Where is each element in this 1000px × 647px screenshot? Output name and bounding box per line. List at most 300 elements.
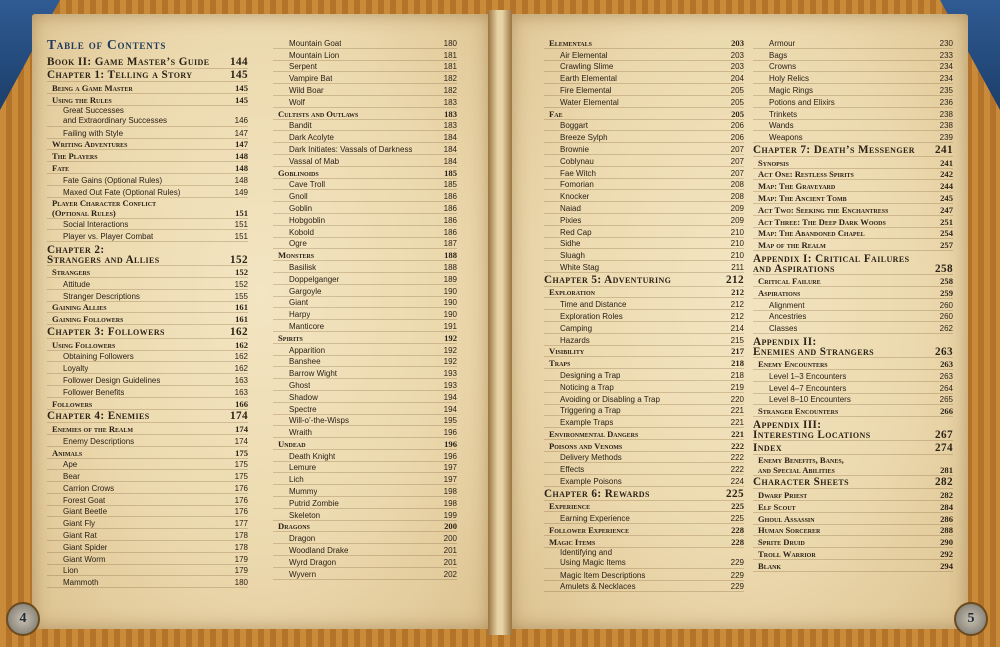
toc-entry — [753, 228, 953, 240]
toc-entry-page: 181 — [443, 62, 457, 72]
toc-entry-page: 209 — [730, 203, 744, 213]
toc-entry — [753, 61, 953, 73]
toc-entry-page: 228 — [731, 536, 744, 547]
toc-entry — [47, 459, 248, 471]
toc-entry-page: 188 — [444, 250, 457, 261]
toc-entry — [47, 410, 248, 424]
toc-entry-page: 207 — [730, 156, 744, 166]
toc-entry-title: Manticore — [289, 321, 325, 331]
toc-entry — [753, 322, 953, 334]
toc-entry-page: 281 — [940, 464, 953, 475]
toc-entry — [753, 204, 953, 216]
toc-entry-page: 161 — [235, 302, 248, 313]
toc-entry — [47, 186, 248, 198]
toc-entry — [544, 96, 744, 108]
toc-entry — [544, 416, 744, 428]
toc-entry-page: 197 — [443, 463, 457, 473]
toc-entry — [273, 320, 457, 332]
toc-entry-page: 245 — [940, 192, 953, 203]
toc-entry-title: Red Cap — [560, 227, 592, 237]
toc-entry-title: Using Followers — [52, 339, 116, 350]
toc-entry-title: Crowns — [769, 62, 797, 72]
toc-entry-page: 204 — [730, 74, 744, 84]
toc-entry — [273, 190, 457, 202]
toc-entry-title: Wyrd Dragon — [289, 557, 337, 567]
toc-entry — [273, 179, 457, 191]
toc-entry-page: 196 — [443, 451, 457, 461]
toc-entry-page: 155 — [234, 291, 248, 301]
toc-entry-title: Obtaining Followers — [63, 352, 134, 362]
toc-entry-title: Naiad — [560, 203, 581, 213]
toc-entry — [47, 529, 248, 541]
toc-entry — [47, 517, 248, 529]
toc-entry — [544, 120, 744, 132]
toc-entry-page: 175 — [234, 460, 248, 470]
toc-entry-page: 221 — [730, 418, 744, 428]
toc-entry-title: Wild Boar — [289, 85, 324, 95]
toc-entry-title: Death Knight — [289, 451, 336, 461]
toc-entry-page: 218 — [731, 358, 744, 369]
toc-entry-page: 179 — [234, 554, 248, 564]
toc-entry — [753, 334, 953, 358]
toc-entry-title: Map: The Ancient Tomb — [758, 192, 847, 203]
toc-entry-title: Ape — [63, 460, 78, 470]
toc-entry — [544, 548, 744, 569]
toc-entry — [273, 544, 457, 556]
toc-entry — [544, 108, 744, 120]
toc-entry — [544, 369, 744, 381]
toc-entry — [753, 536, 953, 548]
toc-entry-title: Giant — [289, 298, 309, 308]
toc-entry-page: 236 — [939, 97, 953, 107]
toc-entry — [273, 238, 457, 250]
toc-column-3 — [544, 37, 744, 592]
toc-entry-title: White Stag — [560, 262, 600, 272]
toc-entry-title: Chapter 6: Rewards — [544, 487, 650, 500]
toc-entry-page: 180 — [234, 578, 248, 588]
toc-entry — [273, 261, 457, 273]
toc-entry — [273, 509, 457, 521]
toc-entry — [273, 167, 457, 179]
toc-entry-title: Fomorian — [560, 180, 594, 190]
toc-entry — [544, 167, 744, 179]
toc-entry — [47, 423, 248, 435]
toc-entry — [753, 548, 953, 560]
toc-entry-title: The Players — [52, 151, 98, 162]
toc-entry-title: Being a Game Master — [52, 82, 133, 93]
toc-entry-title: Sluagh — [560, 251, 585, 261]
toc-entry-title: Enemy Encounters — [758, 358, 828, 369]
toc-entry-page: 162 — [230, 325, 248, 338]
toc-entry-page: 290 — [940, 537, 953, 548]
toc-entry-page: 205 — [730, 97, 744, 107]
toc-entry-title: Mountain Lion — [289, 50, 340, 60]
toc-entry-page: 244 — [940, 181, 953, 192]
toc-entry-title: Attitude — [63, 279, 91, 289]
toc-entry-page: 193 — [443, 380, 457, 390]
toc-entry-page: 210 — [730, 239, 744, 249]
toc-entry-page: 147 — [234, 128, 248, 138]
toc-entry-title: Apparition — [289, 345, 326, 355]
toc-entry-title: Brownie — [560, 144, 589, 154]
toc-entry — [544, 334, 744, 346]
toc-entry-title: Wolf — [289, 97, 305, 107]
toc-entry — [273, 308, 457, 320]
toc-entry — [273, 202, 457, 214]
toc-entry — [273, 521, 457, 533]
toc-entry-title: Shadow — [289, 392, 318, 402]
toc-entry-title: Woodland Drake — [289, 546, 349, 556]
toc-entry — [753, 299, 953, 311]
toc-entry-page: 176 — [234, 507, 248, 517]
toc-entry-page: 182 — [443, 85, 457, 95]
toc-entry-page: 163 — [234, 375, 248, 385]
toc-entry — [753, 311, 953, 323]
toc-entry-title: Effects — [560, 465, 585, 475]
toc-entry-page: 162 — [235, 339, 248, 350]
toc-entry-page: 186 — [443, 203, 457, 213]
toc-entry — [753, 157, 953, 169]
toc-entry — [273, 285, 457, 297]
toc-entry-page: 241 — [940, 157, 953, 168]
toc-entry-page: 247 — [940, 204, 953, 215]
toc-entry-title: Holy Relics — [769, 74, 810, 84]
toc-entry-title: Triggering a Trap — [560, 406, 621, 416]
toc-entry — [273, 120, 457, 132]
toc-entry — [544, 393, 744, 405]
toc-entry-title: Time and Distance — [560, 300, 627, 310]
toc-entry-page: 200 — [443, 534, 457, 544]
toc-entry — [47, 55, 248, 69]
toc-entry — [753, 239, 953, 251]
toc-entry-page: 206 — [730, 121, 744, 131]
toc-entry-page: 201 — [443, 557, 457, 567]
toc-entry — [47, 174, 248, 186]
toc-entry — [47, 374, 248, 386]
toc-entry-page: 228 — [731, 525, 744, 536]
toc-entry — [753, 358, 953, 370]
toc-entry — [753, 131, 953, 143]
toc-entry — [47, 219, 248, 231]
toc-entry-title: Book II: Game Master’s Guide — [47, 55, 210, 68]
toc-entry-page: 206 — [730, 133, 744, 143]
toc-entry — [544, 190, 744, 202]
toc-entry-title: Level 1–3 Encounters — [769, 371, 847, 381]
toc-entry-page: 214 — [730, 323, 744, 333]
toc-entry-page: 174 — [235, 423, 248, 434]
toc-entry-title: Potions and Elixirs — [769, 97, 835, 107]
toc-entry — [753, 501, 953, 513]
toc-entry — [753, 251, 953, 275]
toc-entry-page: 184 — [443, 144, 457, 154]
toc-entry-title: Bear — [63, 472, 80, 482]
toc-entry-title: Undead — [278, 438, 306, 449]
toc-entry-page: 183 — [444, 108, 457, 119]
toc-entry-title: Crawling Slime — [560, 62, 614, 72]
toc-entry-page: 177 — [234, 519, 248, 529]
toc-entry-title: Maxed Out Fate (Optional Rules) — [63, 187, 181, 197]
toc-entry-title: Human Sorcerer — [758, 525, 821, 536]
toc-entry-page: 260 — [939, 312, 953, 322]
toc-entry-title: Giant Spider — [63, 542, 108, 552]
toc-entry-title: Writing Adventures — [52, 139, 128, 150]
toc-entry-page: 199 — [443, 510, 457, 520]
toc-entry — [47, 398, 248, 410]
toc-entry-title: Breeze Sylph — [560, 133, 608, 143]
toc-entry-title: Serpent — [289, 62, 318, 72]
toc-entry-page: 184 — [443, 133, 457, 143]
toc-entry-page: 286 — [940, 513, 953, 524]
toc-entry — [273, 532, 457, 544]
toc-entry-title: Will-o’-the-Wisps — [289, 416, 349, 426]
toc-entry-page: 163 — [234, 387, 248, 397]
toc-entry-title: Fae — [549, 108, 563, 119]
toc-entry-page: 182 — [443, 74, 457, 84]
toc-entry-title: Alignment — [769, 300, 805, 310]
toc-entry-title: Gargoyle — [289, 286, 322, 296]
toc-entry — [544, 131, 744, 143]
toc-entry — [544, 179, 744, 191]
toc-entry-title: Goblinoids — [278, 167, 319, 178]
toc-entry — [544, 569, 744, 581]
toc-entry — [544, 238, 744, 250]
toc-entry-page: 190 — [443, 298, 457, 308]
toc-entry-page: 254 — [940, 228, 953, 239]
toc-entry — [47, 82, 248, 94]
toc-entry-page: 233 — [939, 50, 953, 60]
toc-entry-title: Example Traps — [560, 418, 614, 428]
toc-entry-page: 292 — [940, 549, 953, 560]
toc-entry-page: 225 — [730, 514, 744, 524]
toc-entry-title: Index — [753, 441, 783, 454]
toc-entry — [47, 553, 248, 565]
toc-entry — [273, 403, 457, 415]
toc-column-1 — [47, 37, 248, 588]
toc-entry — [47, 69, 248, 83]
toc-entry — [753, 37, 953, 49]
toc-entry — [47, 565, 248, 577]
toc-entry-title: Lemure — [289, 463, 317, 473]
toc-entry-page: 258 — [940, 275, 953, 286]
toc-entry — [753, 108, 953, 120]
toc-entry — [544, 261, 744, 273]
toc-entry-title: Spirits — [278, 332, 303, 343]
toc-entry — [753, 405, 953, 417]
toc-entry — [753, 417, 953, 441]
toc-entry-page: 196 — [444, 438, 457, 449]
toc-entry-title: Sprite Druid — [758, 537, 805, 548]
toc-entry-title: Troll Warrior — [758, 549, 816, 560]
toc-entry-title: Magic Item Descriptions — [560, 570, 646, 580]
toc-entry-title: Failing with Style — [63, 128, 124, 138]
toc-entry-title: Player Character Conflict (Optional Rules) — [52, 197, 157, 218]
toc-entry-page: 148 — [234, 175, 248, 185]
toc-entry-page: 274 — [935, 441, 953, 454]
toc-entry — [544, 214, 744, 226]
toc-entry-page: 282 — [935, 476, 953, 489]
toc-entry-page: 201 — [443, 546, 457, 556]
toc-entry — [273, 297, 457, 309]
toc-entry-title: Ghost — [289, 380, 311, 390]
toc-entry-title: Appendix II: Enemies and Strangers — [753, 337, 875, 358]
toc-entry-title: Barrow Wight — [289, 369, 338, 379]
toc-entry — [273, 49, 457, 61]
toc-entry — [753, 169, 953, 181]
toc-entry — [273, 61, 457, 73]
toc-entry — [753, 192, 953, 204]
toc-entry-page: 215 — [730, 335, 744, 345]
toc-entry — [753, 275, 953, 287]
toc-entry-page: 145 — [235, 94, 248, 105]
toc-entry-title: Earth Elemental — [560, 74, 617, 84]
toc-entry-title: Appendix I: Critical Failures and Aspirations — [753, 254, 910, 275]
toc-entry — [273, 356, 457, 368]
toc-entry-page: 225 — [731, 501, 744, 512]
toc-entry-page: 207 — [730, 168, 744, 178]
toc-entry — [47, 482, 248, 494]
toc-entry-title: Act One: Restless Spirits — [758, 169, 854, 180]
toc-entry — [544, 440, 744, 452]
toc-entry — [47, 435, 248, 447]
toc-entry-title: Water Elemental — [560, 97, 619, 107]
toc-entry-title: Visibility — [549, 346, 585, 357]
book-spine — [488, 10, 512, 635]
toc-entry-title: Dark Acolyte — [289, 133, 334, 143]
toc-entry-page: 222 — [730, 465, 744, 475]
toc-entry-page: 198 — [443, 498, 457, 508]
toc-entry-page: 210 — [730, 227, 744, 237]
toc-entry — [47, 313, 248, 325]
toc-entry-page: 185 — [443, 180, 457, 190]
toc-entry — [47, 198, 248, 219]
toc-entry — [273, 473, 457, 485]
toc-entry-page: 178 — [234, 542, 248, 552]
toc-entry — [47, 506, 248, 518]
toc-entry-page: 185 — [444, 167, 457, 178]
toc-entry-page: 209 — [730, 215, 744, 225]
toc-entry-page: 145 — [230, 69, 248, 82]
toc-entry — [544, 322, 744, 334]
toc-entry — [544, 298, 744, 310]
toc-entry-title: Stranger Descriptions — [63, 291, 140, 301]
toc-entry-page: 203 — [730, 50, 744, 60]
toc-entry — [47, 302, 248, 314]
toc-entry-page: 212 — [726, 273, 744, 286]
toc-entry-title: Knocker — [560, 192, 590, 202]
toc-entry-title: Great Successes and Extraordinary Successes — [63, 105, 168, 125]
toc-entry-title: Goblin — [289, 203, 313, 213]
toc-entry-title: Exploration Roles — [560, 311, 623, 321]
toc-entry — [273, 84, 457, 96]
toc-entry-page: 203 — [731, 37, 744, 48]
toc-entry-page: 260 — [939, 300, 953, 310]
toc-entry-page: 235 — [939, 85, 953, 95]
toc-entry-title: Poisons and Venoms — [549, 440, 623, 451]
toc-entry-page: 294 — [940, 560, 953, 571]
toc-entry-title: Map: The Abandoned Chapel — [758, 228, 865, 239]
toc-entry-title: Lich — [289, 475, 304, 485]
toc-entry — [753, 216, 953, 228]
toc-entry-title: Kobold — [289, 227, 314, 237]
toc-entry — [273, 273, 457, 285]
toc-entry — [47, 470, 248, 482]
toc-entry-page: 221 — [731, 428, 744, 439]
toc-entry-page: 238 — [939, 121, 953, 131]
toc-entry-page: 218 — [730, 370, 744, 380]
toc-entry-title: Armour — [769, 38, 796, 48]
toc-entry-title: Follower Benefits — [63, 387, 125, 397]
toc-entry-page: 205 — [731, 108, 744, 119]
toc-entry-page: 148 — [235, 151, 248, 162]
toc-entry — [544, 287, 744, 299]
toc-entry-title: Designing a Trap — [560, 370, 621, 380]
toc-entry — [47, 266, 248, 278]
toc-entry-page: 200 — [444, 521, 457, 532]
toc-entry — [273, 367, 457, 379]
toc-entry-title: Dark Initiates: Vassals of Darkness — [289, 144, 413, 154]
toc-entry-title: Map: The Graveyard — [758, 181, 836, 192]
toc-entry-title: Animals — [52, 447, 83, 458]
toc-entry — [753, 476, 953, 490]
toc-entry-page: 145 — [235, 82, 248, 93]
toc-entry-title: Bags — [769, 50, 788, 60]
toc-entry-title: Character Sheets — [753, 476, 849, 489]
toc-entry-title: Hobgoblin — [289, 215, 326, 225]
toc-entry-title: Social Interactions — [63, 220, 129, 230]
toc-entry-page: 189 — [443, 274, 457, 284]
toc-entry-title: Magic Rings — [769, 85, 814, 95]
toc-entry — [544, 273, 744, 287]
toc-entry-page: 284 — [940, 501, 953, 512]
toc-entry-page: 211 — [731, 262, 744, 272]
toc-entry-title: Hazards — [560, 335, 590, 345]
toc-entry — [544, 463, 744, 475]
toc-entry-page: 183 — [443, 121, 457, 131]
toc-entry — [544, 226, 744, 238]
toc-entry-title: Vampire Bat — [289, 74, 333, 84]
toc-entry-page: 192 — [443, 357, 457, 367]
toc-entry-title: Boggart — [560, 121, 589, 131]
toc-entry — [753, 382, 953, 394]
toc-entry-title: Blank — [758, 560, 782, 571]
toc-entry-page: 221 — [730, 406, 744, 416]
toc-entry-page: 229 — [730, 557, 744, 567]
toc-entry-title: Dragons — [278, 521, 310, 532]
toc-entry-title: Chapter 4: Enemies — [47, 410, 150, 423]
toc-entry-page: 181 — [443, 50, 457, 60]
toc-entry — [544, 37, 744, 49]
toc-entry-page: 162 — [234, 364, 248, 374]
toc-entry — [273, 438, 457, 450]
toc-entry — [544, 49, 744, 61]
toc-entry-title: Exploration — [549, 287, 595, 298]
toc-entry-page: 180 — [443, 38, 457, 48]
toc-entry — [273, 72, 457, 84]
toc-entry-page: 258 — [935, 263, 953, 276]
toc-entry — [544, 202, 744, 214]
toc-entry-page: 219 — [730, 382, 744, 392]
toc-entry-page: 241 — [935, 143, 953, 156]
toc-entry-title: Air Elemental — [560, 50, 608, 60]
toc-entry-page: 220 — [730, 394, 744, 404]
toc-entry-title: Wraith — [289, 428, 312, 438]
toc-entry-page: 263 — [935, 346, 953, 359]
toc-entry-page: 147 — [235, 139, 248, 150]
toc-entry — [544, 72, 744, 84]
toc-entry-page: 146 — [234, 115, 248, 125]
toc-entry — [753, 394, 953, 406]
toc-entry — [47, 494, 248, 506]
